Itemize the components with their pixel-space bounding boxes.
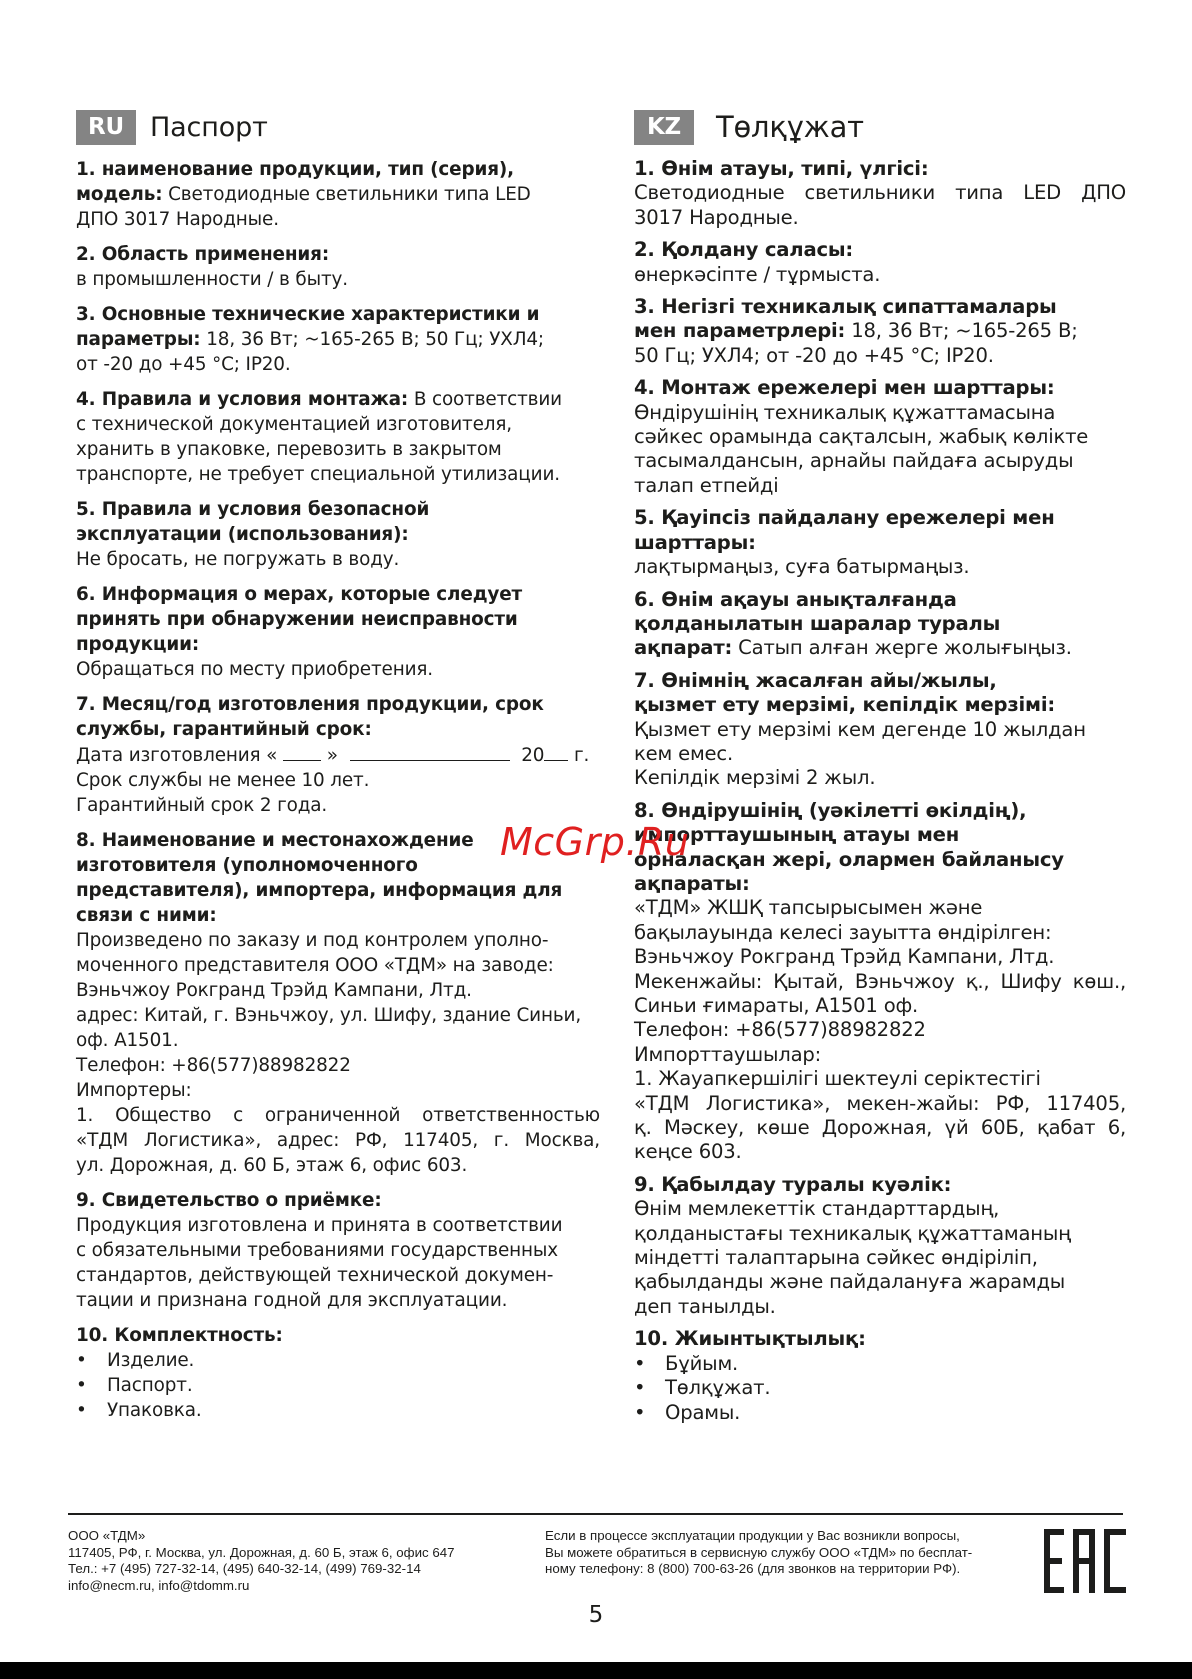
kz-s5-text: лақтырмаңыз, суға батырмаңыз. [634,555,970,579]
ru-s9-line-2: с обязательными требованиями государственных [76,1240,559,1261]
kz-s6-heading-3: ақпарат: [634,636,733,660]
kz-s5-heading: 5. Қауіпсіз пайдалану ережелері мен [634,506,1055,530]
kz-s8-heading-4: ақпараты: [634,871,750,895]
kz-s2-text: өнеркәсіпте / тұрмыста. [634,262,881,286]
ru-s9-line-3: стандартов, действующей технической докумен- [76,1265,554,1286]
ru-s10-heading: 10. Комплектность: [76,1325,283,1346]
ru-s10-item-text: Паспорт. [107,1375,193,1396]
bullet-icon: • [634,1400,646,1424]
ru-section-5 [76,497,600,572]
ru-s10-item-text: Изделие. [107,1350,195,1371]
eac-mark-icon [1044,1527,1126,1595]
ru-s10-list-item [76,1373,600,1398]
ru-s9-line-4: тации и признана годной для эксплуатации. [76,1290,508,1311]
ru-s8-heading: 8. Наименование и местонахождение [76,830,474,851]
kz-header [634,105,1126,149]
kz-s7-line-2: кем емес. [634,741,733,765]
kz-page-title: Төлқұжат [716,109,864,144]
ru-s5-text: Не бросать, не погружать в воду. [76,549,400,570]
ru-s8-line-2: моченного представителя ООО «ТДМ» на заводе: [76,955,554,976]
bullet-icon: • [634,1351,646,1375]
kz-s10-list-item [634,1401,1126,1425]
kz-s4-line-1: Өндірушінің техникалық құжаттамасына [634,400,1056,424]
ru-s7-line-2: Срок службы не менее 10 лет. [76,770,370,791]
ru-s4-line-2: с технической документацией изготовителя, [76,414,512,435]
kz-s8-line-4: Мекенжайы: Қытай, Вэньчжоу қ., Шифу көш., [634,969,1126,993]
bullet-icon: • [76,1375,87,1396]
kz-s7-heading: 7. Өнімнің жасалған айы/жылы, [634,668,997,692]
ru-s7-heading-2: службы, гарантийный срок: [76,719,372,740]
kz-section-10 [634,1327,1126,1425]
kz-section-9 [634,1173,1126,1319]
ru-s6-heading: 6. Информация о мерах, которые следует [76,584,523,605]
kz-s8-heading: 8. Өндірушінің (уәкілетті өкілдің), [634,798,1027,822]
ru-section-6 [76,582,600,682]
ru-s7-year-blank [544,742,568,761]
ru-s3-text: 18, 36 Вт; ~165-265 В; 50 Гц; УХЛ4; [200,329,544,350]
ru-column [76,105,600,1433]
ru-s8-line-4: адрес: Китай, г. Вэньчжоу, ул. Шифу, здание Синьи, [76,1005,582,1026]
ru-s4-line-3: хранить в упаковке, перевозить в закрытом [76,439,502,460]
eac-mark-label: EAC [1044,1527,1046,1528]
footer-address: 117405, РФ, г. Москва, ул. Дорожная, д. 60 Б, этаж 6, офис 647 [68,1544,455,1560]
ru-s4-heading: 4. Правила и условия монтажа: [76,389,409,410]
ru-section-7 [76,692,600,818]
kz-s8-line-6: Телефон: +86(577)88982822 [634,1018,926,1042]
ru-page-title: Паспорт [150,111,268,143]
footer-service-line-2: Вы можете обратиться в сервисную службу ООО «ТДМ» по бесплат- [545,1544,973,1560]
kz-section-5 [634,506,1126,579]
kz-s8-line-3: Вэньчжоу Рокгранд Трэйд Кампани, Лтд. [634,945,1055,969]
kz-language-badge: KZ [634,110,694,145]
kz-s3-text-2: 50 Гц; УХЛ4; от -20 до +45 °С; IP20. [634,343,994,367]
bullet-icon: • [76,1400,87,1421]
kz-s1-line-1: Светодиодные светильники типа LED ДПО [634,181,1126,205]
kz-section-3 [634,295,1126,368]
ru-s5-heading-2: эксплуатации (использования): [76,524,409,545]
footer-phones: Тел.: +7 (495) 727-32-14, (495) 640-32-14, (499) 769-32-14 [68,1561,421,1576]
ru-s2-heading: 2. Область применения: [76,244,330,265]
ru-s6-heading-3: продукции: [76,634,200,655]
kz-s1-line-2: 3017 Народные. [634,205,799,229]
kz-s7-line-1: Қызмет ету мерзімі кем дегенде 10 жылдан [634,717,1086,741]
ru-s1-text-2: ДПО 3017 Народные. [76,209,279,230]
kz-s8-line-7: Импорттаушылар: [634,1042,822,1066]
kz-s10-list-item [634,1376,1126,1400]
kz-s8-line-1: «ТДМ» ЖШҚ тапсырысымен және [634,896,983,920]
ru-s7-date-label: Дата изготовления « [76,745,278,766]
kz-s10-heading: 10. Жиынтықтылық: [634,1327,866,1351]
kz-s4-line-4: талап етпейді [634,473,779,497]
kz-s8-line-8: 1. Жауапкершілігі шектеулі серіктестігі [634,1067,1041,1091]
kz-s9-line-3: міндетті талаптарына сәйкес өндіріліп, [634,1246,1038,1270]
kz-s9-line-2: қолданыстағы техникалық құжаттаманың [634,1221,1071,1245]
ru-s8-line-8: 1. Общество с ограниченной ответственностью [76,1105,600,1126]
ru-s3-text-2: от -20 до +45 °С; IP20. [76,354,291,375]
ru-language-badge: RU [76,110,136,145]
kz-s7-heading-2: қызмет ету мерзімі, кепілдік мерзімі: [634,693,1056,717]
ru-s8-line-6: Телефон: +86(577)88982822 [76,1055,351,1076]
kz-section-6 [634,588,1126,661]
ru-section-2 [76,242,600,292]
ru-s7-month-blank [350,742,510,761]
ru-s1-heading-2: модель: [76,184,163,205]
kz-s8-heading-2: импорттаушының атауы мен [634,823,960,847]
ru-s2-text: в промышленности / в быту. [76,269,348,290]
ru-s6-heading-2: принять при обнаружении неисправности [76,609,518,630]
kz-section-1 [634,157,1126,230]
kz-section-8 [634,799,1126,1165]
ru-s10-item-text: Упаковка. [107,1400,202,1421]
kz-s2-heading: 2. Қолдану саласы: [634,238,854,262]
kz-s6-heading: 6. Өнім ақауы анықталғанда [634,587,957,611]
kz-s10-list-item [634,1352,1126,1376]
kz-s1-heading: 1. Өнім атауы, типі, үлгісі: [634,157,929,180]
footer-company-name: ООО «ТДМ» [68,1528,146,1543]
ru-s7-day-blank [283,742,321,761]
ru-s3-heading: 3. Основные технические характеристики и [76,304,540,325]
kz-s3-text: 18, 36 Вт; ~165-265 В; [845,319,1078,343]
ru-s7-heading: 7. Месяц/год изготовления продукции, срок [76,694,544,715]
kz-column [634,105,1126,1433]
kz-section-2 [634,238,1126,287]
kz-s4-heading: 4. Монтаж ережелері мен шарттары: [634,376,1055,400]
kz-s3-heading-2: мен параметрлері: [634,319,846,343]
footer-service-line-1: Если в процессе эксплуатации продукции у Вас возникли вопросы, [545,1528,960,1543]
ru-s7-date-close: » [326,745,338,766]
ru-s8-line-3: Вэньчжоу Рокгранд Трэйд Кампани, Лтд. [76,980,472,1001]
kz-s4-line-3: тасымалдансын, арнайы пайдаға асыруды [634,449,1074,473]
kz-s5-heading-2: шарттары: [634,530,756,554]
kz-s3-heading: 3. Негізгі техникалық сипаттамалары [634,295,1057,319]
ru-section-4 [76,387,600,487]
footer-divider [68,1513,1123,1515]
kz-s4-line-2: сәйкес орамында сақталсын, жабық көлікте [634,425,1089,449]
ru-s6-text: Обращаться по месту приобретения. [76,659,433,680]
ru-s9-heading: 9. Свидетельство о приёмке: [76,1190,382,1211]
bullet-icon: • [76,1350,87,1371]
footer-company-info [68,1528,508,1594]
ru-s7-date-line [76,742,600,768]
ru-s10-list-item [76,1398,600,1423]
ru-section-9 [76,1188,600,1313]
watermark: McGrp.Ru [500,820,690,864]
kz-s10-item-text: Бұйым. [665,1351,739,1375]
ru-section-10 [76,1323,600,1423]
kz-s8-line-11: кеңсе 603. [634,1140,742,1164]
footer-service-note [545,1528,1023,1578]
kz-s9-heading: 9. Қабылдау туралы куәлік: [634,1172,952,1196]
page-number: 5 [588,1602,604,1628]
kz-s9-line-4: қабылданды және пайдалануға жарамды [634,1270,1066,1294]
kz-s9-line-1: Өнім мемлекеттік стандарттардың, [634,1197,1000,1221]
bullet-icon: • [634,1376,646,1400]
ru-s3-heading-2: параметры: [76,329,201,350]
kz-section-7 [634,669,1126,791]
ru-s7-line-3: Гарантийный срок 2 года. [76,795,328,816]
ru-s1-heading: 1. наименование продукции, тип (серия), [76,159,515,180]
ru-s8-line-1: Произведено по заказу и под контролем уполно- [76,930,549,951]
ru-s8-line-7: Импортеры: [76,1080,192,1101]
ru-s7-year-prefix: 20 [521,745,545,766]
ru-s8-line-5: оф. А1501. [76,1030,179,1051]
ru-s4-text: В соответствии [408,389,562,410]
ru-section-1 [76,157,600,232]
scan-edge-bar [0,1662,1192,1679]
kz-s8-line-2: бақылауында келесі зауытта өндірілген: [634,920,1052,944]
kz-s8-line-9: «ТДМ Логистика», мекен-жайы: РФ, 117405, [634,1091,1126,1115]
ru-s8-heading-3: представителя), импортера, информация для [76,880,563,901]
kz-s8-heading-3: орналасқан жері, олармен байланысу [634,847,1064,871]
ru-s8-line-10: ул. Дорожная, д. 60 Б, этаж 6, офис 603. [76,1155,468,1176]
kz-s10-item-text: Орамы. [665,1400,741,1424]
ru-s4-line-4: транспорте, не требует специальной утилизации. [76,464,560,485]
ru-header [76,105,600,149]
ru-s1-text: Светодиодные светильники типа LED [162,184,531,205]
ru-s8-line-9: «ТДМ Логистика», адрес: РФ, 117405, г. Москва, [76,1130,600,1151]
ru-s9-line-1: Продукция изготовлена и принята в соответствии [76,1215,563,1236]
ru-s10-list-item [76,1348,600,1373]
ru-s8-heading-2: изготовителя (уполномоченного [76,855,418,876]
kz-s7-line-3: Кепілдік мерзімі 2 жыл. [634,766,876,790]
kz-s9-line-5: деп танылды. [634,1294,776,1318]
ru-section-3 [76,302,600,377]
kz-s6-text: Сатып алған жерге жолығыңыз. [732,636,1072,660]
ru-s7-year-suffix: г. [574,745,590,766]
kz-s8-line-10: қ. Мәскеу, көше Дорожная, үй 60Б, қабат 6, [634,1116,1126,1140]
kz-section-4 [634,376,1126,498]
ru-s8-heading-4: связи с ними: [76,905,217,926]
footer-service-line-3: ному телефону: 8 (800) 700-63-26 (для звонков на территории РФ). [545,1561,961,1576]
ru-s5-heading: 5. Правила и условия безопасной [76,499,430,520]
footer-emails: info@necm.ru, info@tdomm.ru [68,1577,250,1593]
ru-section-8 [76,828,600,1178]
kz-s10-item-text: Төлқұжат. [665,1376,771,1400]
kz-s8-line-5: Синьи ғимараты, А1501 оф. [634,994,919,1017]
kz-s6-heading-2: қолданылатын шаралар туралы [634,611,1001,635]
